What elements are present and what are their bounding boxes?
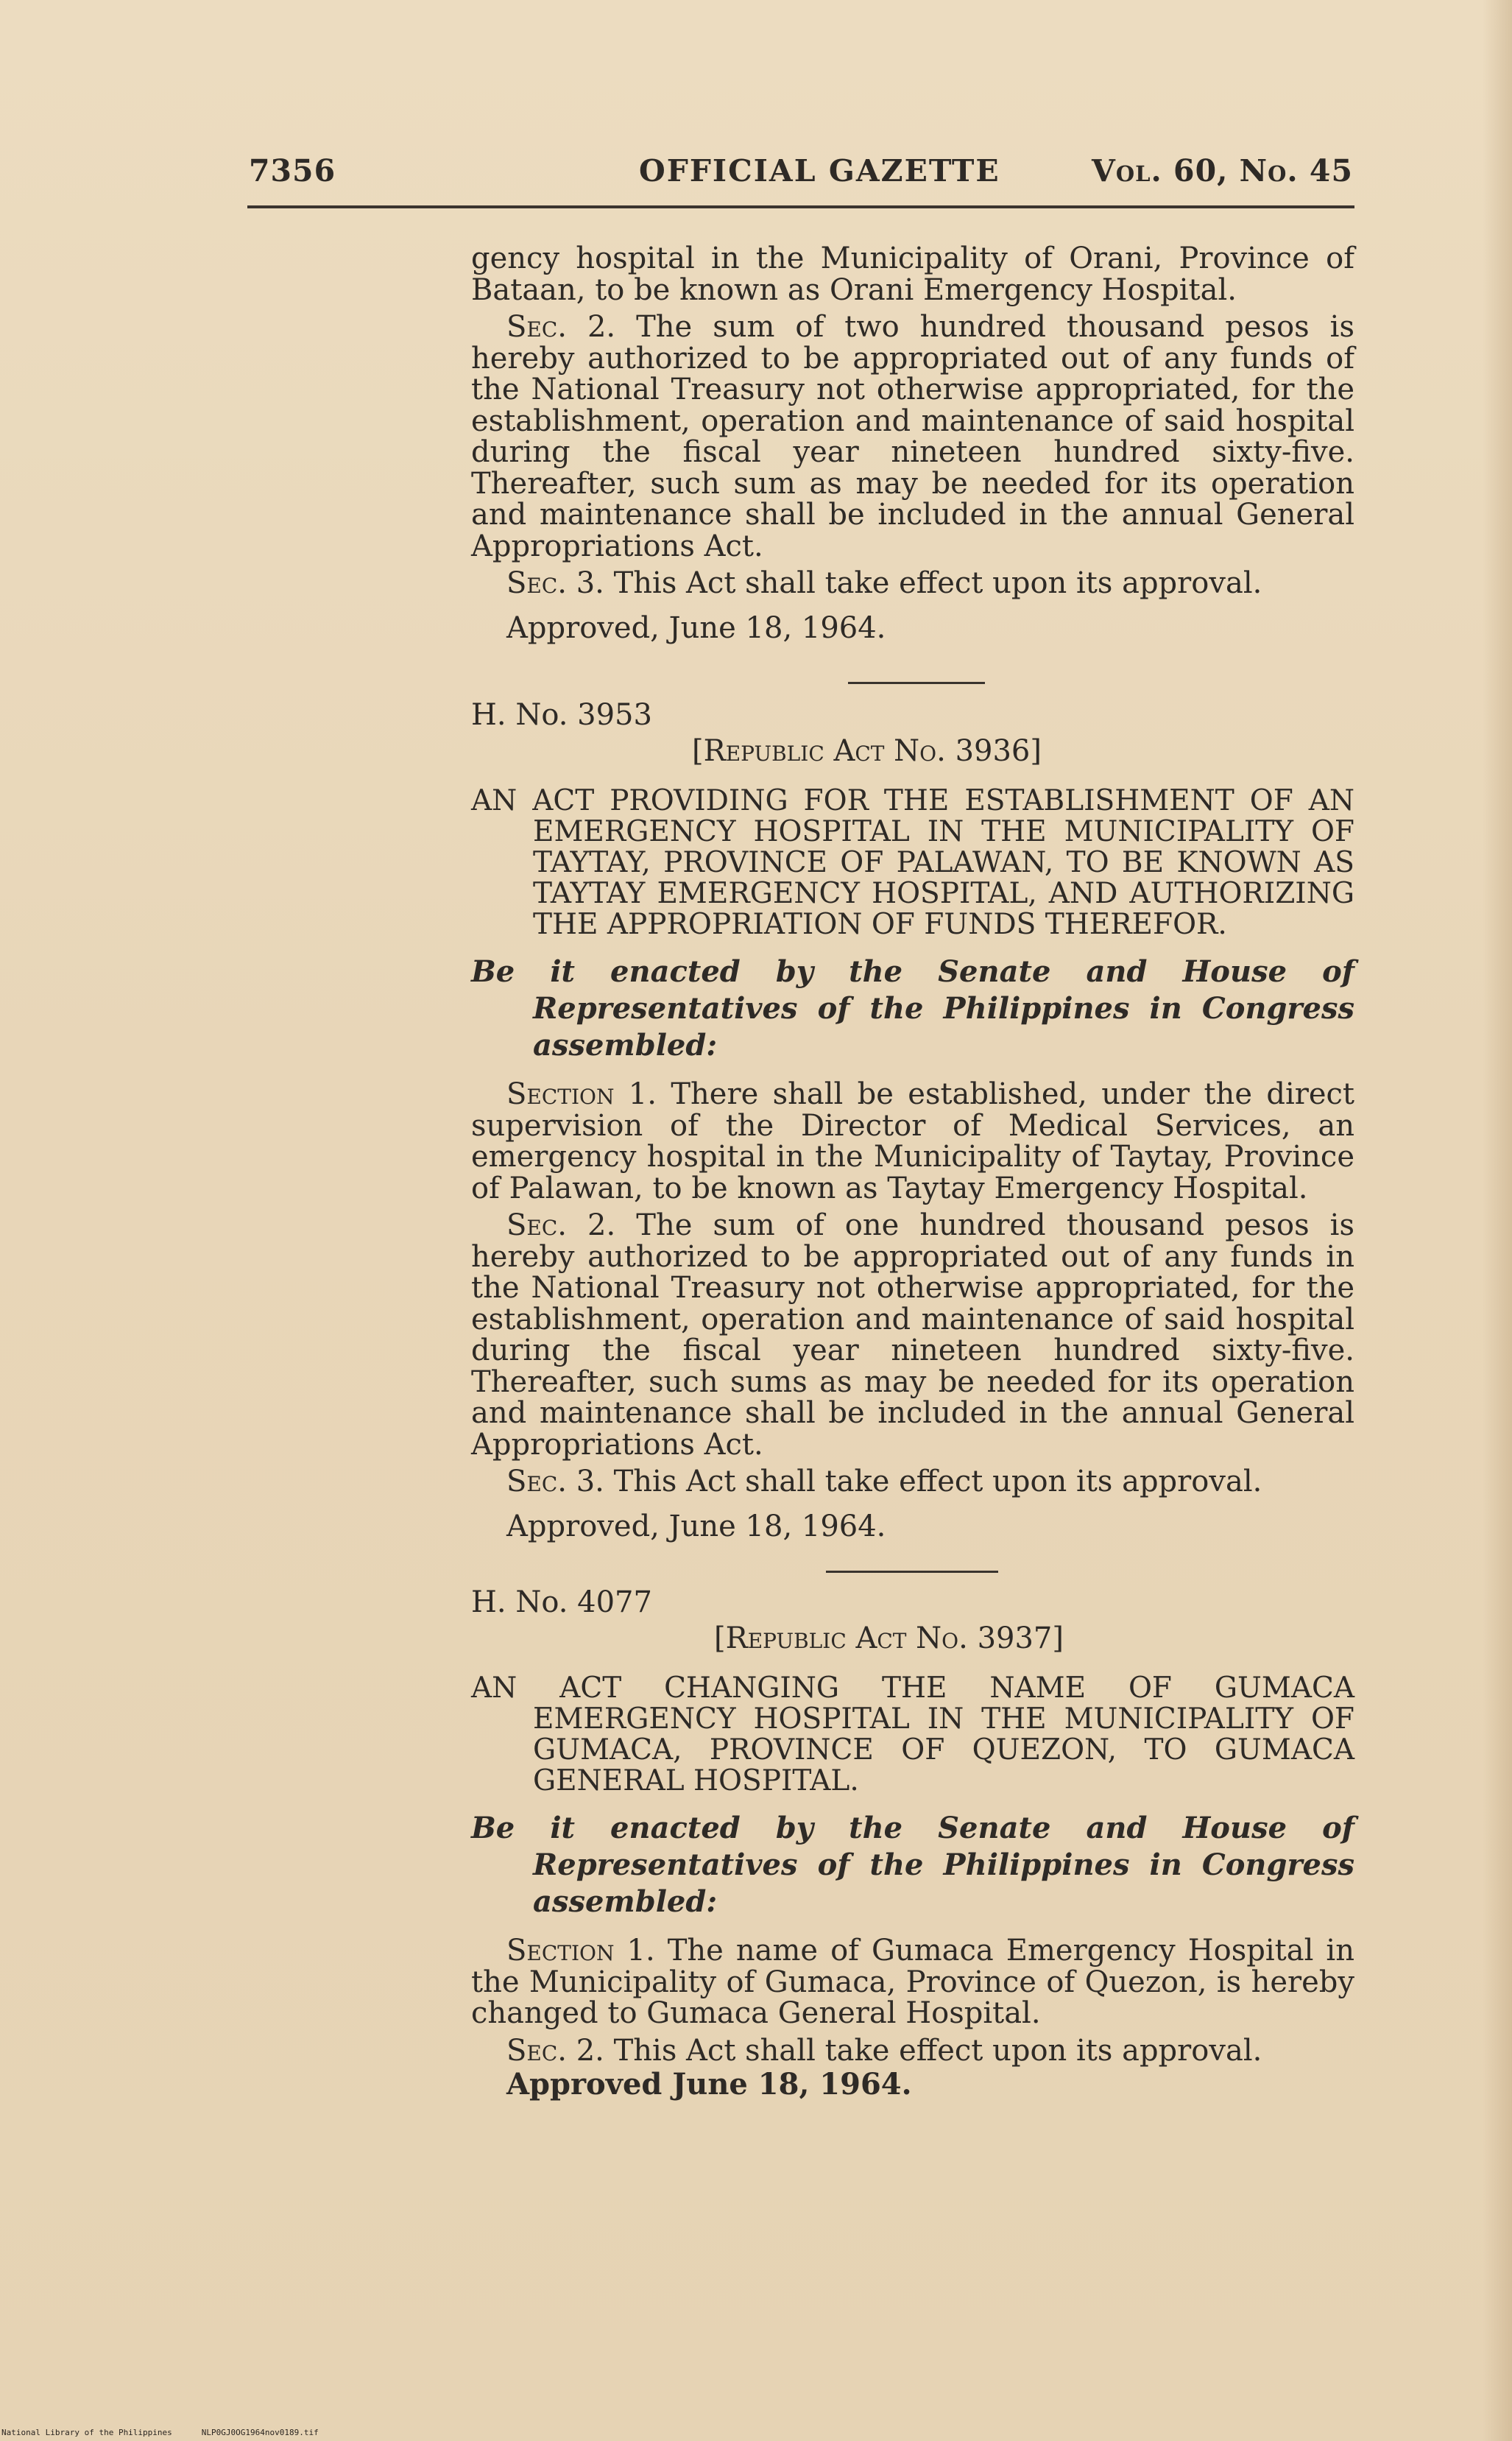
- house-bill-number: H. No. 3953: [471, 698, 652, 732]
- section-2-paragraph: [471, 1210, 1354, 1460]
- section-label: Sec. 2.: [506, 310, 616, 344]
- section-divider: [826, 1571, 998, 1573]
- section-1-paragraph: [471, 1935, 1354, 2029]
- section-text: There shall be established, under the direct supervision of the Director of Medical Services, an emergency hospital in the Municipality of Taytay, Province of Palawan, to be known as Taytay Emergency Hospital.: [471, 1077, 1354, 1205]
- house-bill-number: H. No. 4077: [471, 1585, 652, 1619]
- continuation-paragraph: gency hospital in the Municipality of Orani, Province of Bataan, to be known as Orani Emergency Hospital.: [471, 242, 1354, 307]
- header-rule: [247, 205, 1354, 208]
- running-header: [249, 153, 1353, 197]
- library-credit: National Library of the Philippines: [1, 2428, 172, 2437]
- section-3-paragraph: [471, 568, 1354, 599]
- enacting-clause: Be it enacted by the Senate and House of Representatives of the Philippines in Congress assembled:: [471, 1811, 1354, 1919]
- section-1-paragraph: [471, 1079, 1354, 1204]
- scan-footer: [1, 2428, 319, 2437]
- scan-filename: NLP0GJ0OG1964nov0189.tif: [201, 2428, 319, 2437]
- section-label: Section 1.: [506, 1077, 657, 1111]
- section-3-paragraph: [471, 1466, 1354, 1498]
- volume-number: Vol. 60, No. 45: [1092, 153, 1353, 189]
- previous-act-continuation: [471, 243, 1354, 644]
- section-text: The name of Gumaca Emergency Hospital in the Municipality of Gumaca, Province of Quezon, is hereby changed to Gumaca General Hospital.: [471, 1934, 1354, 2030]
- section-label: Sec. 2.: [506, 1208, 616, 1242]
- section-text: This Act shall take effect upon its approval.: [613, 566, 1262, 600]
- section-label: Sec. 3.: [506, 1465, 604, 1498]
- act-3937: [471, 1587, 1354, 2101]
- section-text: The sum of two hundred thousand pesos is hereby authorized to be appropriated out of any funds of the National Treasury not otherwise appropriated, for the establishment, operation and maintenance of said hospital during the fiscal year nineteen hundred sixty-five. Thereafter, such sum as may be needed for its operation and maintenance shall be included in the annual General Appropriations Act.: [471, 310, 1355, 563]
- enacting-clause: Be it enacted by the Senate and House of Representatives of the Philippines in Congress assembled:: [471, 954, 1354, 1063]
- page-number: 7356: [249, 153, 336, 189]
- act-title: AN ACT CHANGING THE NAME OF GUMACA EMERGENCY HOSPITAL IN THE MUNICIPALITY OF GUMACA, PROVINCE OF QUEZON, TO GUMACA GENERAL HOSPITAL.: [471, 1672, 1354, 1797]
- section-2-paragraph: [471, 2035, 1354, 2067]
- section-2-paragraph: [471, 311, 1354, 562]
- section-text: This Act shall take effect upon its approval.: [613, 2033, 1262, 2068]
- approval-line: Approved, June 18, 1964.: [506, 610, 886, 645]
- republic-act-number: [Republic Act No. 3936]: [692, 733, 1042, 768]
- approval-line: Approved, June 18, 1964.: [506, 1509, 886, 1543]
- section-label: Section 1.: [506, 1934, 655, 1968]
- act-3936: [471, 700, 1354, 1542]
- section-label: Sec. 2.: [506, 2033, 604, 2068]
- publication-title: OFFICIAL GAZETTE: [639, 153, 1000, 189]
- section-label: Sec. 3.: [506, 566, 604, 600]
- page-edge-shadow: [1483, 0, 1512, 2441]
- section-text: This Act shall take effect upon its approval.: [613, 1465, 1262, 1498]
- section-text: The sum of one hundred thousand pesos is hereby authorized to be appropriated out of any funds in the National Treasury not otherwise appropriated, for the establishment, operation and maintenance of said hospital during the fiscal year nineteen hundred sixty-five. Thereafter, such sums as may be needed for its operation and maintenance shall be included in the annual General Appropriations Act.: [471, 1208, 1354, 1462]
- act-title: AN ACT PROVIDING FOR THE ESTABLISHMENT OF AN EMERGENCY HOSPITAL IN THE MUNICIPALITY OF TAYTAY, PROVINCE OF PALAWAN, TO BE KNOWN AS TAYTAY EMERGENCY HOSPITAL, AND AUTHORIZING THE APPROPRIATION OF FUNDS THEREFOR.: [471, 784, 1354, 941]
- republic-act-number: [Republic Act No. 3937]: [714, 1621, 1064, 1655]
- section-divider: [848, 682, 985, 684]
- approval-line: Approved June 18, 1964.: [506, 2067, 912, 2102]
